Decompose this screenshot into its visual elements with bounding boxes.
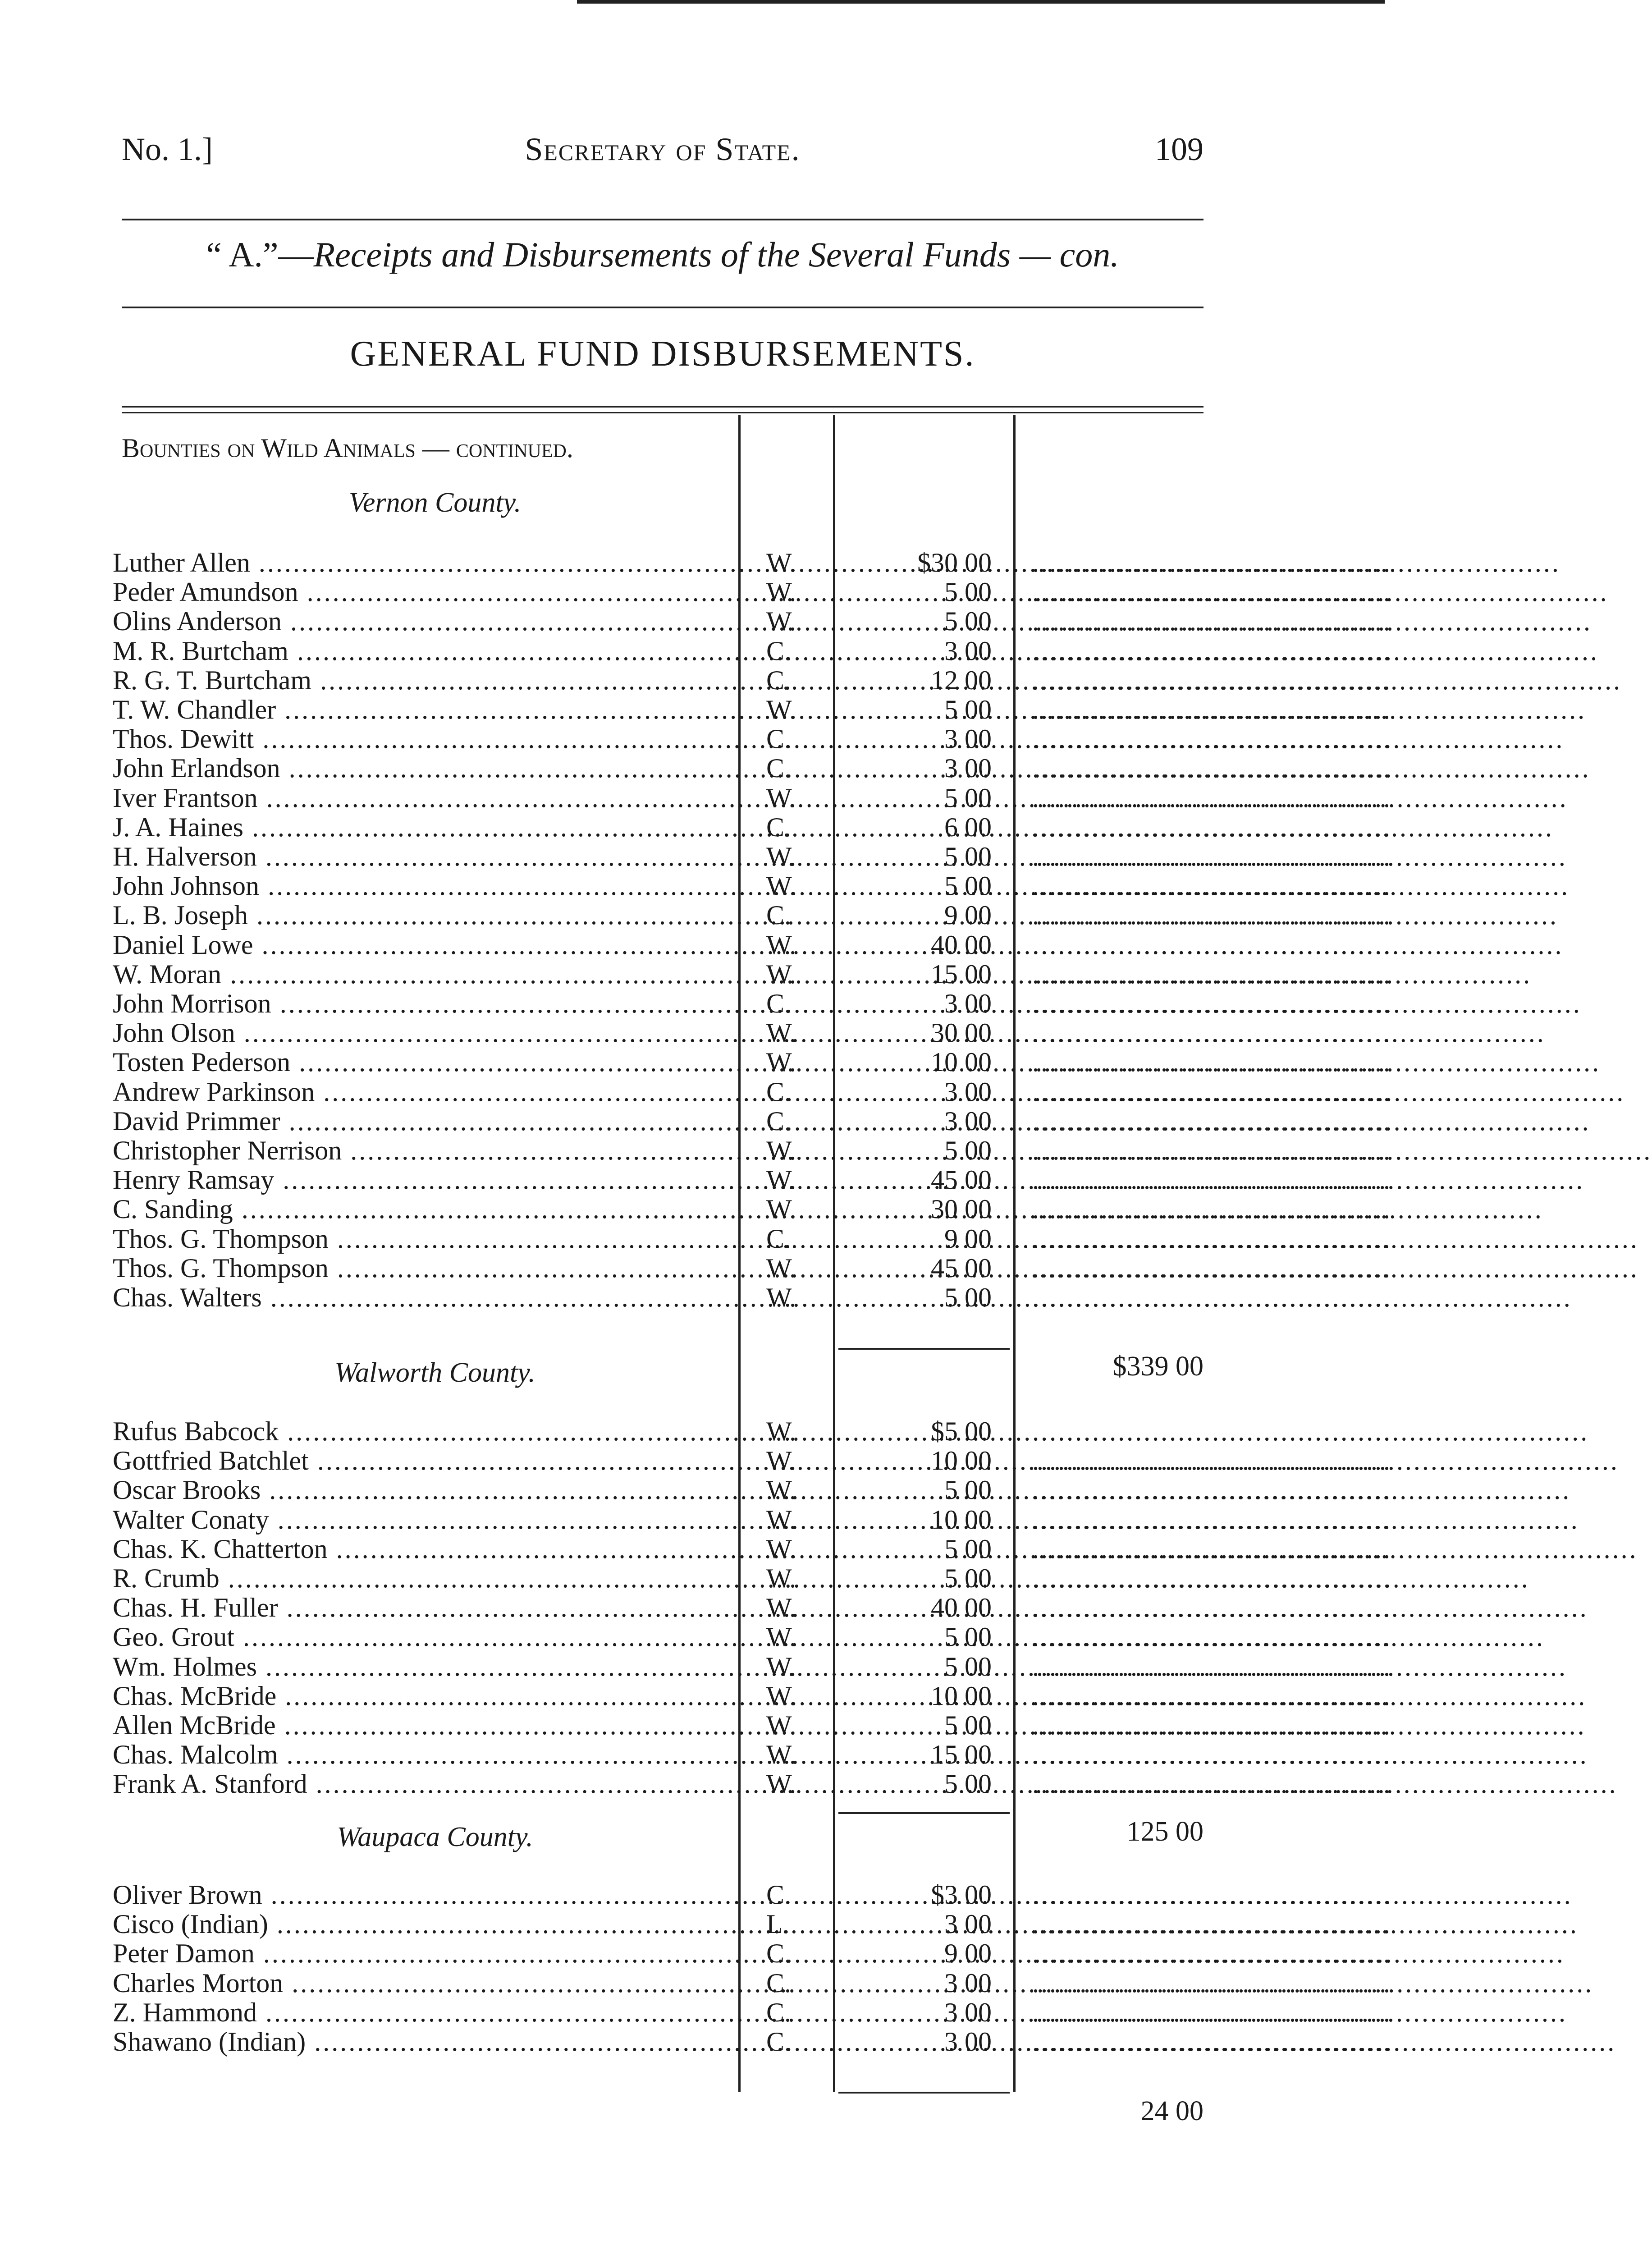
leader-dots: .......................................... <box>1032 1909 1392 1939</box>
leader-dots: .......................................... <box>1032 1077 1392 1107</box>
amount: 5 00 <box>944 1283 992 1312</box>
payee-name: Chas. Walters ..... <box>113 1283 735 1312</box>
table-row <box>0 1018 1392 1048</box>
table-row <box>0 1968 1392 1998</box>
table-row <box>0 1593 1392 1623</box>
payee-name: Wm. Holmes ..... <box>113 1652 735 1681</box>
table-row <box>0 1165 1392 1195</box>
main-title: GENERAL FUND DISBURSEMENTS. <box>350 334 975 374</box>
amount: 30 00 <box>931 1194 992 1224</box>
county-heading: Vernon County. <box>348 487 522 518</box>
amount: 10 00 <box>931 1047 992 1077</box>
payee-name: Chas. McBride ..... <box>113 1681 735 1711</box>
table-row <box>0 1047 1392 1077</box>
table-row <box>0 842 1392 871</box>
leader-dots: .......................................... <box>1032 695 1392 724</box>
table-row <box>0 1283 1392 1312</box>
amount: 3 00 <box>944 1997 992 2027</box>
animal-code: W. <box>766 1563 796 1593</box>
amount: 30 00 <box>931 1018 992 1048</box>
table-row <box>0 1475 1392 1505</box>
table-row <box>0 1880 1392 1910</box>
leader-dots: .......................................... <box>1032 1416 1392 1446</box>
payee-name: John Johnson ..... <box>113 871 735 901</box>
animal-code: W. <box>766 1769 796 1799</box>
leader-dots: .......................................... <box>1032 1504 1392 1535</box>
amount: 5 00 <box>944 695 992 724</box>
leader-dots: .......................................... <box>1032 753 1392 783</box>
animal-code: C. <box>766 1880 792 1910</box>
amount: 5 00 <box>944 871 992 901</box>
payee-name: Frank A. Stanford ..... <box>113 1769 735 1799</box>
amount: 5 00 <box>944 1769 992 1799</box>
table-row <box>0 1077 1392 1107</box>
leader-dots: .......................................... <box>1032 1997 1392 2027</box>
table-row <box>0 1740 1392 1770</box>
animal-code: W. <box>766 1593 796 1623</box>
leader-dots: .......................................... <box>1032 1769 1392 1799</box>
payee-name: Luther Allen ..... <box>113 548 735 577</box>
payee-name: Tosten Pederson ..... <box>113 1047 735 1077</box>
animal-code: C. <box>766 636 792 666</box>
payee-name: Christopher Nerrison ..... <box>113 1136 735 1165</box>
animal-code: W. <box>766 1165 796 1195</box>
leader-dots: .......................................... <box>1032 1740 1392 1770</box>
leader-dots: .......................................... <box>1032 871 1392 901</box>
animal-code: W. <box>766 1740 796 1770</box>
amount: 9 00 <box>944 1223 992 1254</box>
payee-name: John Erlandson ..... <box>113 753 735 783</box>
leader-dots: .......................................... <box>1032 577 1392 607</box>
leader-dots: .......................................... <box>1032 930 1392 960</box>
amount: 9 00 <box>944 1938 992 1969</box>
table-row <box>0 2027 1392 2057</box>
amount: 15 00 <box>931 1740 992 1770</box>
amount: 3 00 <box>944 1968 992 1998</box>
animal-code: W. <box>766 1504 796 1535</box>
animal-code: C. <box>766 1997 792 2027</box>
leader-dots: .......................................... <box>1032 1283 1392 1312</box>
payee-name: Geo. Grout ..... <box>113 1622 735 1652</box>
subtotal-rule <box>838 1348 1010 1350</box>
animal-code: C. <box>766 1223 792 1254</box>
table-row <box>0 1909 1392 1939</box>
payee-name: Allen McBride ..... <box>113 1710 735 1740</box>
amount: 5 00 <box>944 1710 992 1740</box>
payee-name: C. Sanding ..... <box>113 1194 735 1224</box>
leader-dots: .......................................... <box>1032 1253 1392 1283</box>
table-row <box>0 1997 1392 2027</box>
animal-code: W. <box>766 842 796 871</box>
animal-code: W. <box>766 959 796 989</box>
document-number: No. 1.] <box>122 131 213 167</box>
payee-name: Iver Frantson ..... <box>113 783 735 813</box>
amount: 45 00 <box>931 1165 992 1195</box>
amount: 5 00 <box>944 1534 992 1564</box>
animal-code: W. <box>766 1283 796 1312</box>
running-title: Secretary of State. <box>525 131 801 167</box>
payee-name: Thos. Dewitt ..... <box>113 724 735 754</box>
animal-code: W. <box>766 1194 796 1224</box>
payee-name: Chas. H. Fuller ..... <box>113 1593 735 1622</box>
table-row <box>0 930 1392 960</box>
table-top-rule-2 <box>122 412 1204 413</box>
leader-dots: .......................................... <box>1032 548 1392 577</box>
animal-code: C. <box>766 1938 792 1969</box>
leader-dots: .......................................... <box>1032 1563 1392 1593</box>
county-total: 125 00 <box>1126 1816 1204 1847</box>
animal-code: C. <box>766 2027 792 2057</box>
table-row <box>0 1534 1392 1564</box>
amount: 5 00 <box>944 1651 992 1681</box>
animal-code: W. <box>766 1534 796 1564</box>
animal-code: W. <box>766 1047 796 1077</box>
leader-dots: .......................................... <box>1032 1165 1392 1195</box>
amount: 5 00 <box>944 1563 992 1593</box>
table-row <box>0 724 1392 754</box>
payee-name: J. A. Haines ..... <box>113 812 735 842</box>
payee-name: R. G. T. Burtcham ..... <box>113 665 735 695</box>
county-total: $339 00 <box>1112 1351 1204 1382</box>
table-row <box>0 1710 1392 1740</box>
table-row <box>0 753 1392 783</box>
payee-name: Gottfried Batchlet ..... <box>113 1446 735 1475</box>
amount: 5 00 <box>944 1136 992 1165</box>
subtotal-rule <box>838 2092 1010 2094</box>
leader-dots: .......................................... <box>1032 1622 1392 1652</box>
amount: 12 00 <box>931 665 992 695</box>
animal-code: W. <box>766 1253 796 1283</box>
table-row <box>0 1651 1392 1681</box>
payee-name: Oliver Brown ..... <box>113 1880 735 1910</box>
payee-name: Walter Conaty ..... <box>113 1505 735 1535</box>
amount: 3 00 <box>944 1106 992 1136</box>
payee-name: David Primmer ..... <box>113 1106 735 1136</box>
amount: 3 00 <box>944 2027 992 2057</box>
payee-name: John Morrison ..... <box>113 989 735 1018</box>
table-row <box>0 871 1392 901</box>
leader-dots: .......................................... <box>1032 812 1392 842</box>
table-row <box>0 1194 1392 1224</box>
leader-dots: .......................................... <box>1032 1106 1392 1136</box>
table-row <box>0 1446 1392 1476</box>
amount: 3 00 <box>944 636 992 666</box>
running-head <box>122 131 1204 176</box>
top-page-border <box>577 0 1385 4</box>
payee-name: T. W. Chandler ..... <box>113 695 735 724</box>
payee-name: Andrew Parkinson ..... <box>113 1077 735 1107</box>
payee-name: Henry Ramsay ..... <box>113 1165 735 1195</box>
payee-name: Oscar Brooks ..... <box>113 1475 735 1505</box>
animal-code: L. <box>766 1909 790 1939</box>
amount: 40 00 <box>931 930 992 960</box>
animal-code: C. <box>766 812 792 842</box>
leader-dots: .......................................... <box>1032 606 1392 637</box>
animal-code: C. <box>766 989 792 1018</box>
animal-code: W. <box>766 1136 796 1165</box>
table-row <box>0 1769 1392 1799</box>
table-row <box>0 1253 1392 1283</box>
leader-dots: .......................................... <box>1032 1880 1392 1910</box>
amount: 3 00 <box>944 1909 992 1939</box>
table-row <box>0 989 1392 1018</box>
table-row <box>0 665 1392 695</box>
table-row <box>0 606 1392 637</box>
leader-dots: .......................................... <box>1032 724 1392 754</box>
table-header: Bounties on Wild Animals — continued. <box>122 433 573 463</box>
section-label: “ A.”— <box>206 235 314 274</box>
table-row <box>0 1106 1392 1136</box>
amount: $30 00 <box>917 548 992 577</box>
table-row <box>0 1416 1392 1446</box>
animal-code: W. <box>766 1651 796 1681</box>
leader-dots: .......................................... <box>1032 959 1392 989</box>
amount: 3 00 <box>944 724 992 754</box>
animal-code: W. <box>766 1681 796 1711</box>
section-rule <box>122 307 1204 308</box>
amount: 5 00 <box>944 1622 992 1652</box>
leader-dots: .......................................... <box>1032 1475 1392 1505</box>
payee-name: Rufus Babcock ..... <box>113 1416 735 1446</box>
animal-code: W. <box>766 1475 796 1505</box>
payee-name: Z. Hammond ..... <box>113 1997 735 2027</box>
leader-dots: .......................................... <box>1032 1938 1392 1969</box>
section-italic-title: Receipts and Disbursements of the Several Funds — con. <box>313 235 1119 274</box>
animal-code: W. <box>766 1622 796 1652</box>
leader-dots: .......................................... <box>1032 842 1392 871</box>
payee-name: Daniel Lowe ..... <box>113 930 735 960</box>
animal-code: W. <box>766 1710 796 1740</box>
amount: $3 00 <box>931 1880 992 1910</box>
payee-name: L. B. Joseph ..... <box>113 900 735 930</box>
leader-dots: .......................................... <box>1032 636 1392 666</box>
leader-dots: .......................................... <box>1032 1710 1392 1740</box>
table-row <box>0 1938 1392 1969</box>
animal-code: W. <box>766 1446 796 1476</box>
subtotal-rule <box>838 1812 1010 1814</box>
amount: $5 00 <box>931 1416 992 1446</box>
header-rule <box>122 219 1204 220</box>
amount: 3 00 <box>944 1077 992 1107</box>
amount: 10 00 <box>931 1504 992 1535</box>
county-heading: Walworth County. <box>334 1357 535 1388</box>
amount: 15 00 <box>931 959 992 989</box>
amount: 10 00 <box>931 1446 992 1476</box>
payee-name: Cisco (Indian) ..... <box>113 1909 735 1939</box>
animal-code: W. <box>766 1416 796 1446</box>
table-row <box>0 577 1392 607</box>
page-number: 109 <box>1155 131 1204 167</box>
payee-name: Thos. G. Thompson ..... <box>113 1224 735 1254</box>
table-row <box>0 900 1392 930</box>
animal-code: W. <box>766 1018 796 1048</box>
leader-dots: .......................................... <box>1032 1446 1392 1476</box>
table-row <box>0 1136 1392 1165</box>
section-title <box>122 234 1204 275</box>
leader-dots: .......................................... <box>1032 1593 1392 1623</box>
amount: 3 00 <box>944 753 992 783</box>
amount: 3 00 <box>944 989 992 1018</box>
amount: 5 00 <box>944 577 992 607</box>
county-heading: Waupaca County. <box>337 1822 533 1852</box>
animal-code: C. <box>766 1077 792 1107</box>
payee-name: Olins Anderson ..... <box>113 606 735 636</box>
table-row <box>0 695 1392 724</box>
amount: 5 00 <box>944 842 992 871</box>
payee-name: R. Crumb ..... <box>113 1563 735 1593</box>
leader-dots: .......................................... <box>1032 1194 1392 1224</box>
payee-name: Shawano (Indian) ..... <box>113 2027 735 2057</box>
leader-dots: .......................................... <box>1032 1534 1392 1564</box>
payee-name: Thos. G. Thompson ..... <box>113 1253 735 1283</box>
payee-name: Peder Amundson ..... <box>113 577 735 607</box>
leader-dots: .......................................... <box>1032 900 1392 930</box>
amount: 5 00 <box>944 783 992 813</box>
amount: 5 00 <box>944 1475 992 1505</box>
amount: 9 00 <box>944 900 992 930</box>
table-row <box>0 959 1392 989</box>
leader-dots: .......................................... <box>1032 665 1392 695</box>
county-total: 24 00 <box>1140 2096 1204 2126</box>
leader-dots: .......................................... <box>1032 989 1392 1018</box>
animal-code: C. <box>766 1106 792 1136</box>
animal-code: W. <box>766 548 796 577</box>
table-top-rule-1 <box>122 406 1204 408</box>
leader-dots: .......................................... <box>1032 1651 1392 1681</box>
leader-dots: .......................................... <box>1032 1968 1392 1998</box>
payee-name: H. Halverson ..... <box>113 842 735 871</box>
payee-name: W. Moran ..... <box>113 959 735 989</box>
table-row <box>0 783 1392 813</box>
amount: 10 00 <box>931 1681 992 1711</box>
leader-dots: .......................................... <box>1032 1223 1392 1254</box>
table-row <box>0 1681 1392 1711</box>
leader-dots: .......................................... <box>1032 1136 1392 1165</box>
amount: 40 00 <box>931 1593 992 1623</box>
animal-code: W. <box>766 577 796 607</box>
table-row <box>0 1504 1392 1535</box>
table-row <box>0 548 1392 577</box>
payee-name: John Olson ..... <box>113 1018 735 1048</box>
leader-dots: .......................................... <box>1032 1018 1392 1048</box>
animal-code: C. <box>766 1968 792 1998</box>
animal-code: W. <box>766 930 796 960</box>
table-row <box>0 636 1392 666</box>
animal-code: C. <box>766 724 792 754</box>
table-row <box>0 812 1392 842</box>
leader-dots: .......................................... <box>1032 1047 1392 1077</box>
animal-code: W. <box>766 695 796 724</box>
payee-name: Chas. Malcolm ..... <box>113 1740 735 1769</box>
leader-dots: .......................................... <box>1032 1681 1392 1711</box>
payee-name: Charles Morton ..... <box>113 1968 735 1998</box>
animal-code: C. <box>766 665 792 695</box>
table-row <box>0 1563 1392 1593</box>
animal-code: W. <box>766 871 796 901</box>
animal-code: W. <box>766 606 796 637</box>
amount: 45 00 <box>931 1253 992 1283</box>
animal-code: C. <box>766 753 792 783</box>
leader-dots: .......................................... <box>1032 783 1392 813</box>
payee-name: Peter Damon ..... <box>113 1938 735 1968</box>
amount: 5 00 <box>944 606 992 637</box>
payee-name: Chas. K. Chatterton ..... <box>113 1534 735 1564</box>
table-row <box>0 1622 1392 1652</box>
payee-name: M. R. Burtcham ..... <box>113 636 735 666</box>
amount: 6 00 <box>944 812 992 842</box>
animal-code: W. <box>766 783 796 813</box>
table-row <box>0 1223 1392 1254</box>
animal-code: C. <box>766 900 792 930</box>
leader-dots: .......................................... <box>1032 2027 1392 2057</box>
